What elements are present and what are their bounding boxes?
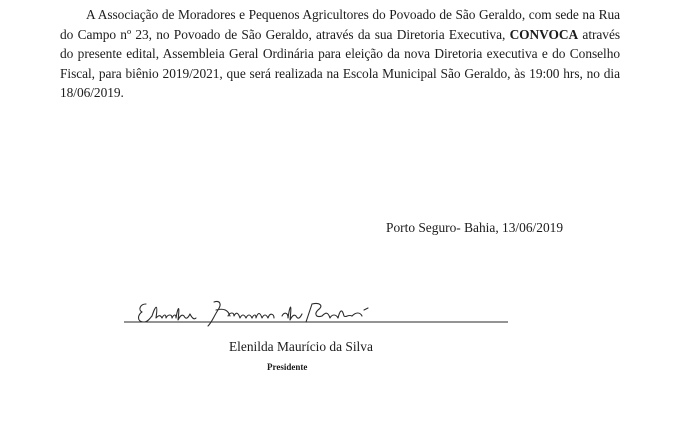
notice-text-part1: A Associação de Moradores e Pequenos Agricultores do Povoado de São Geraldo, com sede na Rua do Campo nº 23, no Povoado de São Geraldo, através da sua Diretoria Executiva, [60, 7, 620, 42]
notice-convoca: CONVOCA [509, 26, 579, 42]
place-date: Porto Seguro- Bahia, 13/06/2019 [386, 220, 564, 235]
notice-text-part2: através do presente edital, Assembleia Geral Ordinária para eleição da nova Diretoria executiva e do Conselho Fiscal, para biênio 2019/2021, que será realizada na Escola Municipal São Geraldo, às 19:00 hrs, no dia 18/06/2019. [60, 26, 620, 100]
signature-block [116, 296, 516, 336]
signatory-name: Elenilda Maurício da Silva [229, 339, 373, 354]
notice-paragraph [60, 5, 620, 103]
signatory-title: Presidente [267, 362, 308, 372]
handwritten-signature [116, 296, 516, 336]
